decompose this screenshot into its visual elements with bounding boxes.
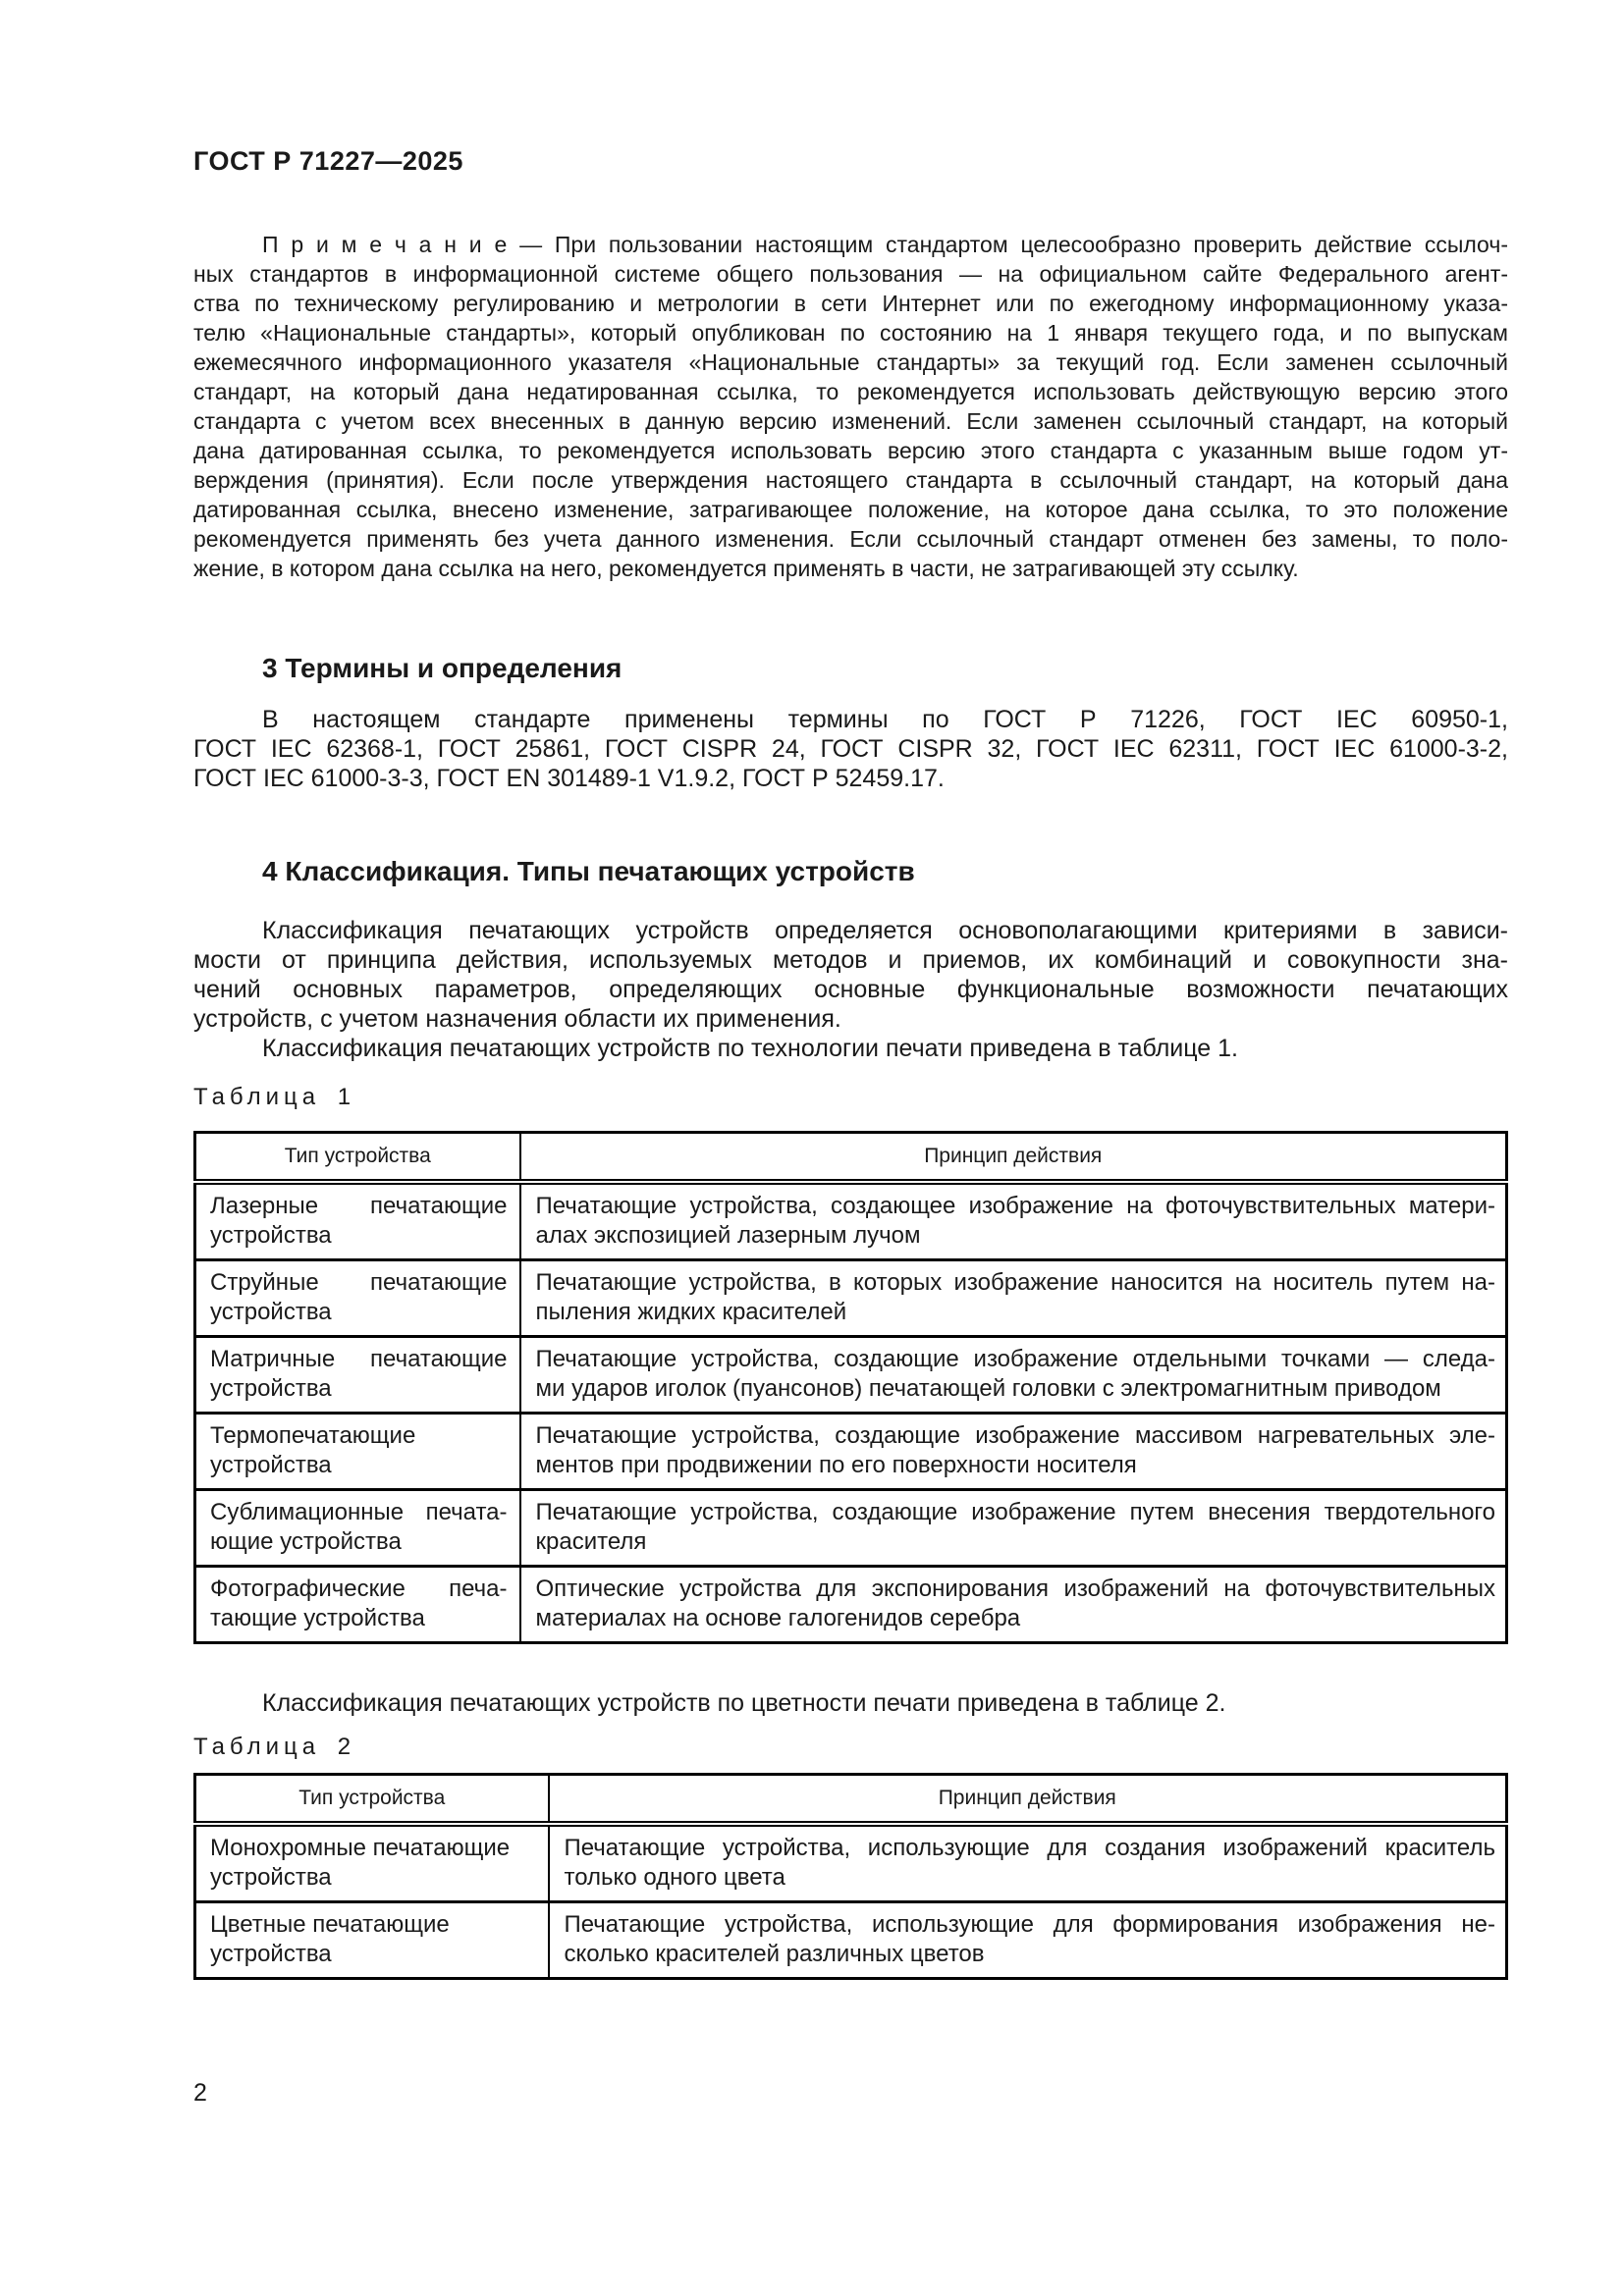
table-2-intro-paragraph <box>193 1688 1508 1718</box>
table-row <box>195 1824 1507 1902</box>
table-row <box>195 1337 1507 1414</box>
text-line: чений основных параметров, определяющих основные функциональные возможности печатающих <box>193 976 1508 1003</box>
text-line: Классификация печатающих устройств по цветности печати приведена в таблице 2. <box>262 1689 1226 1717</box>
column-header-principle: Принцип действия <box>549 1775 1507 1825</box>
text-line: Струйные печатающие <box>210 1269 508 1296</box>
table-1-label: Таблица 1 <box>193 1084 356 1110</box>
table-2 <box>193 1773 1508 1980</box>
text-line: устройства <box>210 1452 332 1478</box>
text-line: ющие устройства <box>210 1528 402 1555</box>
table-row <box>195 1902 1507 1979</box>
device-type-cell <box>195 1260 520 1337</box>
document-code-header: ГОСТ Р 71227—2025 <box>193 146 463 176</box>
section-4-title: 4 Классификация. Типы печатающих устройств <box>262 856 915 886</box>
principle-cell <box>520 1414 1507 1490</box>
text-line: ства по техническому регулированию и метрологии в сети Интернет или по ежегодному информационному указа- <box>193 291 1508 316</box>
table-2-header-row <box>195 1775 1507 1825</box>
text-line: пыления жидких красителей <box>535 1299 847 1325</box>
text-line: Цветные печатающие <box>210 1911 450 1938</box>
text-line: Классификация печатающих устройств определяется основополагающими критериями в зависи- <box>262 917 1508 944</box>
column-header-device-type: Тип устройства <box>195 1133 520 1183</box>
text-line: Печатающие устройства, в которых изображение наносится на носитель путем на- <box>535 1269 1495 1296</box>
text-line: Печатающие устройства, создающие изображение массивом нагревательных эле- <box>535 1422 1495 1449</box>
text-line: ных стандартов в информационной системе общего пользования — на официальном сайте Федерального агент- <box>193 261 1508 287</box>
text-line: алах экспозицией лазерным лучом <box>535 1222 921 1249</box>
device-type-cell <box>195 1490 520 1567</box>
device-type-cell <box>195 1824 549 1902</box>
text-line: Монохромные печатающие <box>210 1835 511 1861</box>
text-line: Матричные печатающие <box>210 1346 508 1372</box>
text-line: ежемесячного информационного указателя «Национальные стандарты» за текущий год. Если заменен ссылочный <box>193 349 1508 375</box>
principle-cell <box>520 1567 1507 1643</box>
text-line: дана датированная ссылка, то рекомендуется использовать версию этого стандарта с указанным выше годом ут- <box>193 438 1508 463</box>
table-1-header-row <box>195 1133 1507 1183</box>
text-line: только одного цвета <box>564 1864 785 1891</box>
page-number: 2 <box>193 2079 207 2107</box>
text-line: мости от принципа действия, используемых методов и приемов, их комбинаций и совокупности зна- <box>193 946 1508 974</box>
device-type-cell <box>195 1567 520 1643</box>
table-row <box>195 1260 1507 1337</box>
text-line: устройства <box>210 1299 332 1325</box>
text-line: Термопечатающие <box>210 1422 416 1449</box>
table-2-label: Таблица 2 <box>193 1734 356 1760</box>
table-row <box>195 1567 1507 1643</box>
text-line: стандарта с учетом всех внесенных в данную версию изменений. Если заменен ссылочный стандарт, на который <box>193 408 1508 434</box>
note-paragraph <box>193 230 1508 583</box>
text-line: устройств, с учетом назначения области их применения. <box>193 1005 841 1033</box>
table-row <box>195 1182 1507 1260</box>
text-line: Оптические устройства для экспонирования изображений на фоточувствительных <box>535 1575 1495 1602</box>
principle-cell <box>549 1902 1507 1979</box>
text-line: верждения (принятия). Если после утверждения настоящего стандарта в ссылочный стандарт, на который дана <box>193 467 1508 493</box>
device-type-cell <box>195 1182 520 1260</box>
device-type-cell <box>195 1337 520 1414</box>
text-line: датированная ссылка, внесено изменение, затрагивающее положение, на которое дана ссылка, то это положение <box>193 497 1508 522</box>
text-line: ГОСТ IEC 62368-1, ГОСТ 25861, ГОСТ CISPR 24, ГОСТ CISPR 32, ГОСТ IEC 62311, ГОСТ IEC 61000-3-2, <box>193 735 1508 763</box>
section-3-paragraph <box>193 705 1508 793</box>
text-line: Печатающие устройства, использующие для формирования изображения не- <box>564 1911 1495 1938</box>
text-line: устройства <box>210 1222 332 1249</box>
text-line: рекомендуется применять без учета данного изменения. Если ссылочный стандарт отменен без замены, то поло- <box>193 526 1508 552</box>
text-line: ГОСТ IEC 61000-3-3, ГОСТ EN 301489-1 V1.9.2, ГОСТ Р 52459.17. <box>193 765 945 792</box>
device-type-cell <box>195 1902 549 1979</box>
text-line: сколько красителей различных цветов <box>564 1941 985 1967</box>
text-line: устройства <box>210 1375 332 1402</box>
table-row <box>195 1414 1507 1490</box>
text-line: устройства <box>210 1941 332 1967</box>
principle-cell <box>520 1182 1507 1260</box>
table-row <box>195 1490 1507 1567</box>
text-line: материалах на основе галогенидов серебра <box>535 1605 1021 1631</box>
principle-cell <box>520 1260 1507 1337</box>
text-line: жение, в котором дана ссылка на него, рекомендуется применять в части, не затрагивающей эту ссылку. <box>193 556 1299 581</box>
device-type-cell <box>195 1414 520 1490</box>
principle-cell <box>549 1824 1507 1902</box>
principle-cell <box>520 1490 1507 1567</box>
text-line: ментов при продвижении по его поверхности носителя <box>535 1452 1137 1478</box>
text-line: П р и м е ч а н и е — При пользовании настоящим стандартом целесообразно проверить действие ссылоч- <box>262 232 1508 257</box>
text-line: Печатающие устройства, создающее изображение на фоточувствительных матери- <box>535 1193 1495 1219</box>
text-line: Лазерные печатающие <box>210 1193 508 1219</box>
text-line: тающие устройства <box>210 1605 425 1631</box>
text-line: Классификация печатающих устройств по технологии печати приведена в таблице 1. <box>262 1035 1239 1062</box>
text-line: Сублимационные печата- <box>210 1499 508 1525</box>
column-header-device-type: Тип устройства <box>195 1775 549 1825</box>
text-line: Печатающие устройства, использующие для создания изображений краситель <box>564 1835 1495 1861</box>
section-3-title: 3 Термины и определения <box>262 653 623 683</box>
text-line: телю «Национальные стандарты», который опубликован по состоянию на 1 января текущего года, и по выпускам <box>193 320 1508 346</box>
table-1 <box>193 1131 1508 1644</box>
text-line: В настоящем стандарте применены термины по ГОСТ Р 71226, ГОСТ IEC 60950-1, <box>262 706 1508 733</box>
text-line: красителя <box>535 1528 647 1555</box>
text-line: стандарт, на который дана недатированная ссылка, то рекомендуется использовать действующую версию этого <box>193 379 1508 404</box>
text-line: Печатающие устройства, создающие изображение путем внесения твердотельного <box>535 1499 1495 1525</box>
section-4-paragraph <box>193 916 1508 1034</box>
text-line: устройства <box>210 1864 332 1891</box>
text-line: Печатающие устройства, создающие изображение отдельными точками — следа- <box>535 1346 1495 1372</box>
column-header-principle: Принцип действия <box>520 1133 1507 1183</box>
text-line: ми ударов иголок (пуансонов) печатающей головки с электромагнитным приводом <box>535 1375 1441 1402</box>
table-1-intro-paragraph <box>193 1034 1508 1063</box>
text-line: Фотографические печа- <box>210 1575 508 1602</box>
principle-cell <box>520 1337 1507 1414</box>
